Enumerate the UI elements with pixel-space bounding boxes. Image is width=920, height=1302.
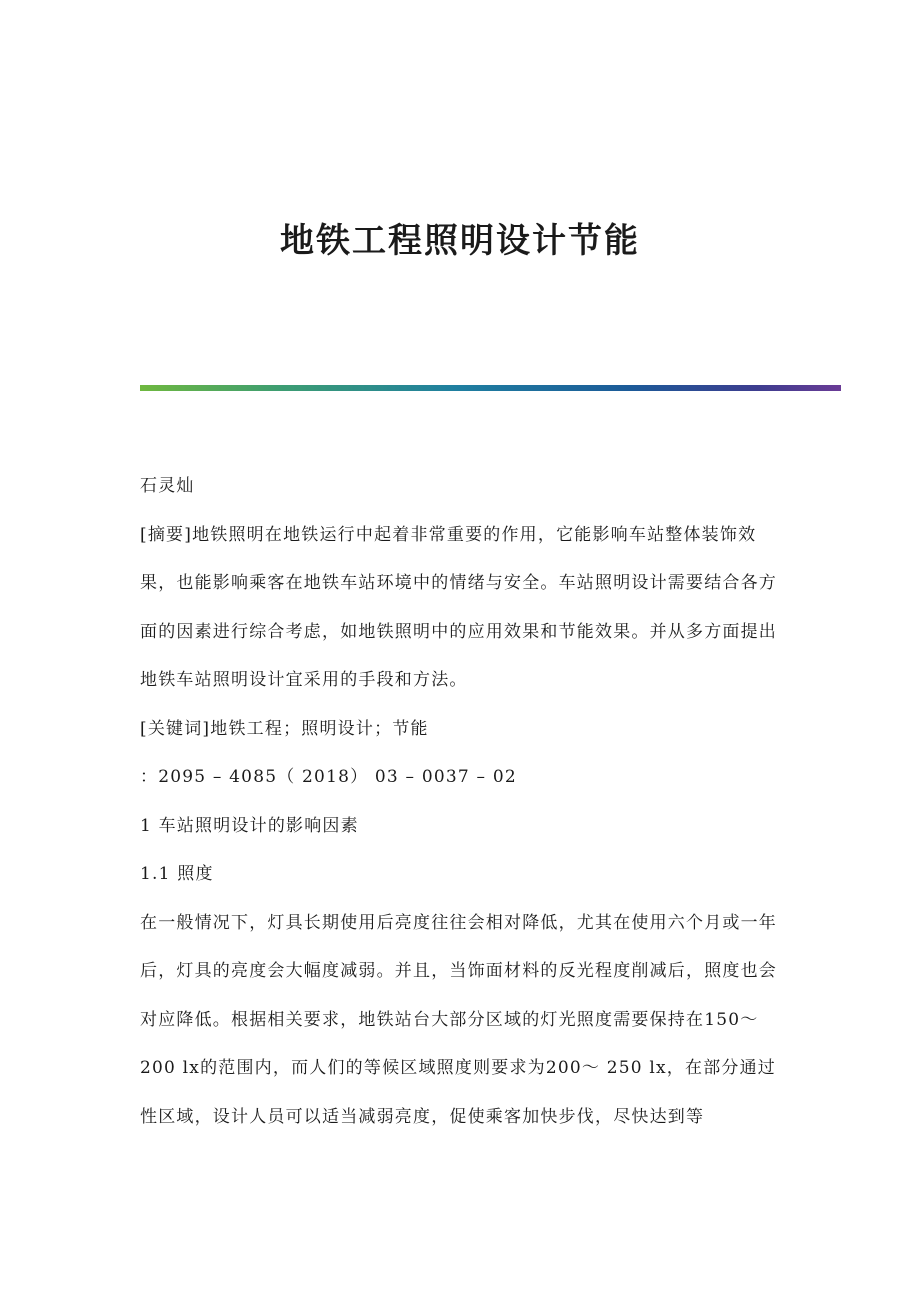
abstract-paragraph: [摘要]地铁照明在地铁运行中起着非常重要的作用，它能影响车站整体装饰效果，也能影响乘客在地铁车站环境中的情绪与安全。车站照明设计需要结合各方面的因素进行综合考虑，如地铁照明中的应用效果和节能效果。并从多方面提出地铁车站照明设计宜采用的手段和方法。 bbox=[140, 524, 777, 690]
author-name: 石灵灿 bbox=[140, 476, 195, 496]
section-heading: 1 车站照明设计的影响因素 bbox=[140, 815, 359, 836]
document-title: 地铁工程照明设计节能 bbox=[280, 221, 640, 261]
body-paragraph: 在一般情况下，灯具长期使用后亮度往往会相对降低，尤其在使用六个月或一年后，灯具的亮度会大幅度减弱。并且，当饰面材料的反光程度削减后，照度也会对应降低。根据相关要求，地铁站台大部分区域的灯光照度需要保持在150～ 200 lx的范围内，而人们的等候区域照度则要求为200～ 250 lx，在部分通过性区域，设计人员可以适当减弱亮度，促使乘客加快步伐，尽快达到等 bbox=[140, 912, 777, 1127]
article-number-line: ：2095 – 4085（ 2018） 03 – 0037 – 02 bbox=[140, 767, 517, 787]
document-body bbox=[140, 462, 780, 1141]
subsection-heading: 1.1 照度 bbox=[140, 864, 214, 884]
keywords-line: [关键词]地铁工程；照明设计；节能 bbox=[140, 718, 429, 739]
title-divider bbox=[140, 385, 841, 391]
